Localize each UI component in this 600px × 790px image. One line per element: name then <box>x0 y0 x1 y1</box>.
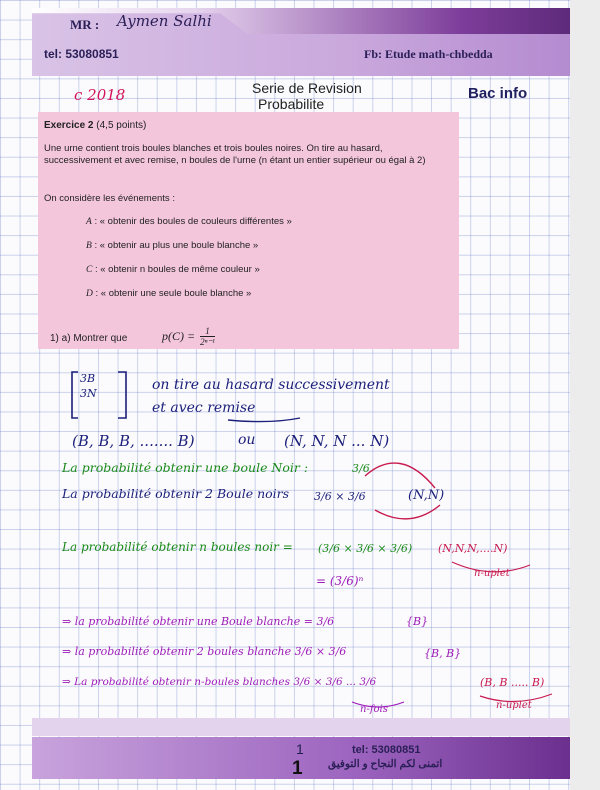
event-letter: A <box>86 217 92 227</box>
tuple-b: (B, B, B, ....... B) <box>72 432 195 450</box>
formula-denominator: 2ⁿ⁻¹ <box>200 337 215 347</box>
event-text: : « obtenir n boules de même couleur » <box>94 264 260 275</box>
exercise-label: Exercice 2 <box>44 120 94 131</box>
handwritten-year: c 2018 <box>74 86 126 104</box>
prob-line-3-tuple: (N,N,N,....N) <box>438 542 508 555</box>
white-line-3: ⇒ La probabilité obtenir n-boules blanches 3/6 × 3/6 ... 3/6 <box>62 676 377 688</box>
prob-line-1: La probabilité obtenir une boule Noir : <box>62 460 309 475</box>
question-1: 1) a) Montrer que <box>50 333 128 344</box>
prob-line-2-value: 3/6 × 3/6 <box>314 490 366 503</box>
urn-3b: 3B <box>80 372 96 385</box>
white-line-2: ⇒ la probabilité obtenir 2 boules blanche 3/6 × 3/6 <box>62 645 347 658</box>
mr-label: MR : <box>70 17 100 32</box>
footer-light-band <box>32 718 570 736</box>
n-fois-label: n-fois <box>360 704 388 715</box>
red-arrow-2 <box>375 505 440 519</box>
prob-line-2-tuple: (N,N) <box>408 488 445 503</box>
footer-arabic-wish: اتمنى لكم النجاح و التوفيق <box>328 758 443 770</box>
teacher-name: Aymen Salhi <box>117 12 212 30</box>
hand-line-2: et avec remise <box>152 400 256 416</box>
tuple-n: (N, N, N ... N) <box>284 432 390 450</box>
formula-numerator: 1 <box>200 326 215 337</box>
event-text: : « obtenir au plus une boule blanche » <box>94 240 259 251</box>
exercise-intro: On considère les événements : <box>44 193 175 204</box>
footer-tel: tel: 53080851 <box>352 744 421 756</box>
prob-line-3-power: = (3/6)ⁿ <box>316 574 364 588</box>
urn-bracket-right <box>118 372 126 418</box>
urn-3n: 3N <box>80 387 97 400</box>
formula-lhs: p(C) = <box>162 328 196 343</box>
level-label: Bac info <box>468 85 528 102</box>
event-text: : « obtenir des boules de couleurs différentes » <box>94 216 292 227</box>
red-arrow-1 <box>365 463 435 488</box>
white-line-3-tuple: (B, B ..... B) <box>480 676 545 689</box>
n-uplet-label-2: n-uplet <box>496 700 532 711</box>
header-tel: tel: 53080851 <box>44 47 119 61</box>
exercise-statement: Une urne contient trois boules blanches et trois boules noires. On tire au hasard, successivement et avec remise, n boules de l'urne (n étant un entier supérieur ou égal à 2) <box>44 143 426 166</box>
prob-line-1-value: 3/6 <box>352 462 370 475</box>
title-line-2: Probabilite <box>258 96 325 112</box>
exercise-points: (4,5 points) <box>96 120 147 131</box>
ou-word: ou <box>238 432 256 448</box>
event-text: : « obtenir une seule boule blanche » <box>95 288 252 299</box>
page-number-big: 1 <box>292 758 303 779</box>
event-letter: C <box>86 265 93 275</box>
title-line-1: Serie de Revision <box>252 80 362 96</box>
white-line-2-set: {B, B} <box>424 647 462 660</box>
prob-line-3-value: (3/6 × 3/6 × 3/6) <box>318 542 413 555</box>
white-line-1-set: {B} <box>406 615 429 628</box>
white-line-1: ⇒ la probabilité obtenir une Boule blanche = 3/6 <box>62 615 335 628</box>
urn-bracket-left <box>72 372 78 418</box>
header-facebook: Fb: Etude math-chbedda <box>364 47 493 61</box>
hand-line-1: on tire au hasard successivement <box>152 377 390 393</box>
prob-line-2: La probabilité obtenir 2 Boule noirs <box>62 486 290 501</box>
event-letter: B <box>86 241 92 251</box>
n-uplet-label: n-uplet <box>474 568 510 579</box>
page-number-small: 1 <box>296 741 304 757</box>
event-letter: D <box>86 289 93 299</box>
underline-remise <box>228 418 300 422</box>
prob-line-3: La probabilité obtenir n boules noir = <box>62 540 293 554</box>
